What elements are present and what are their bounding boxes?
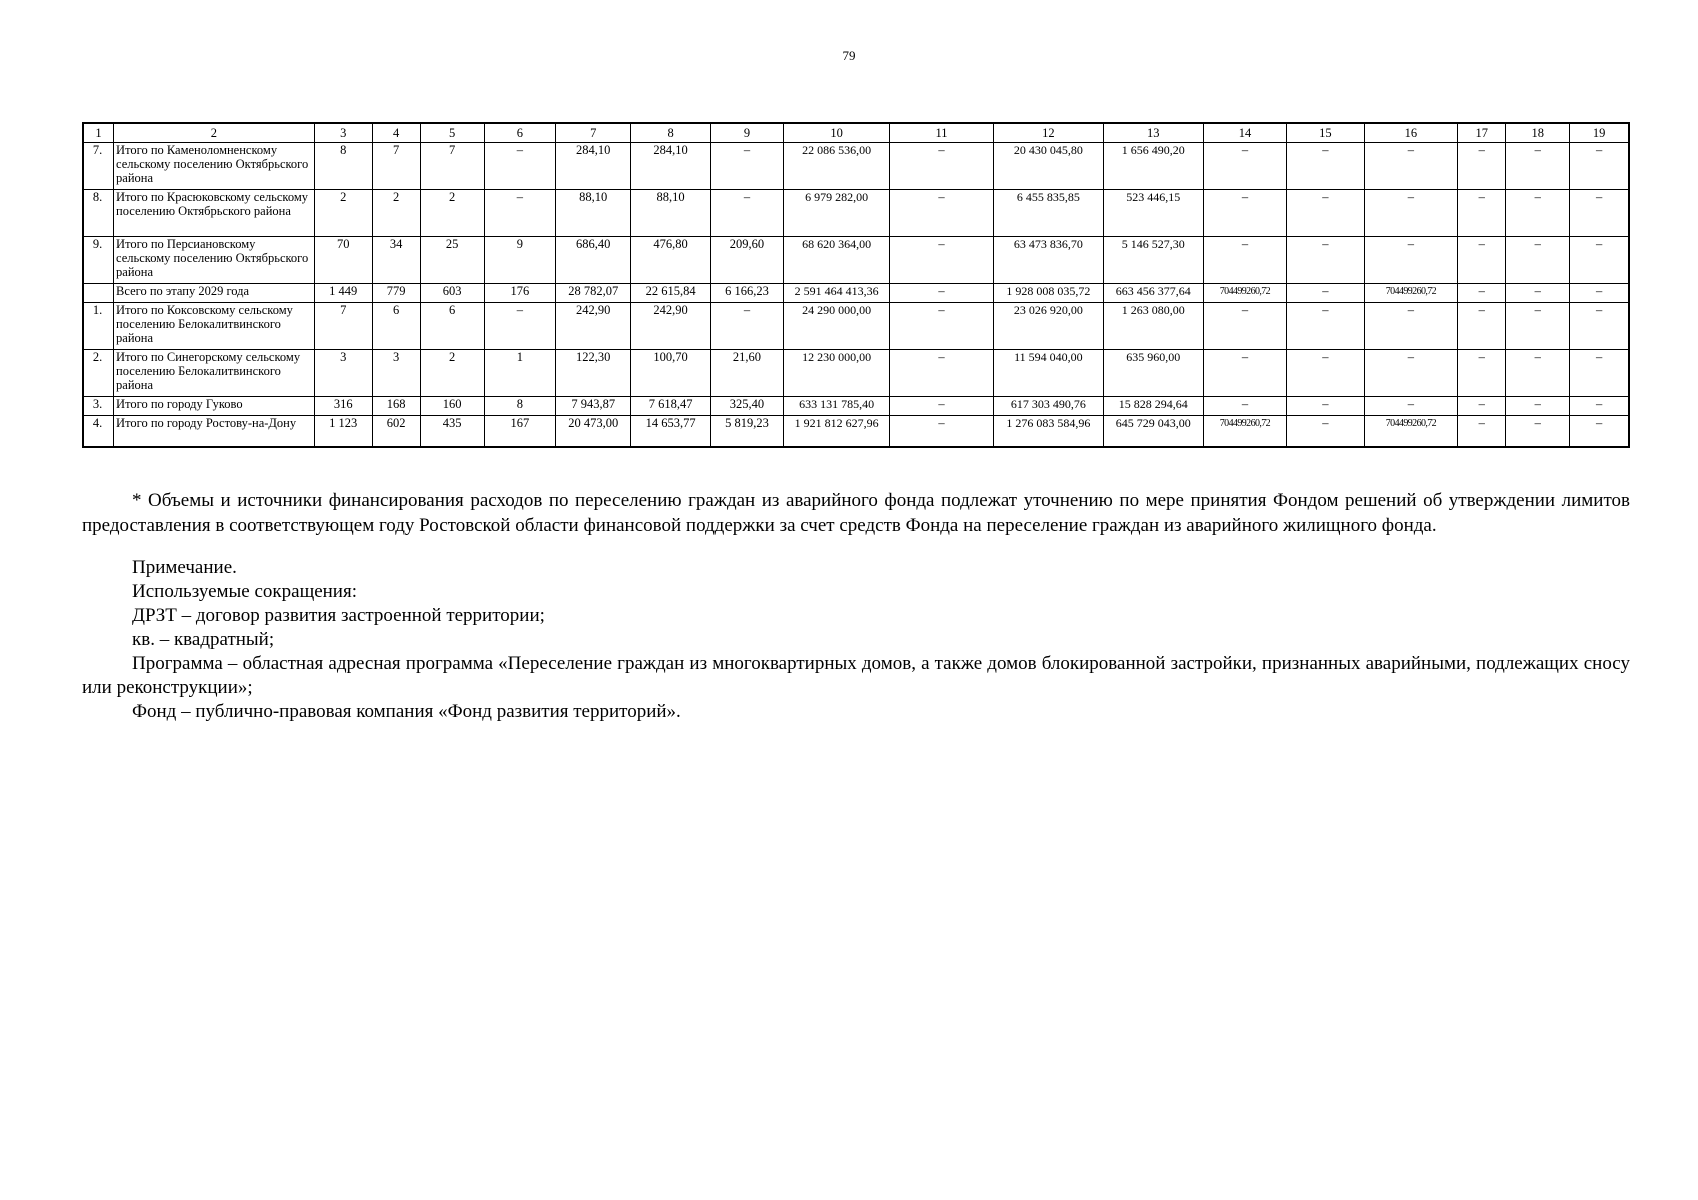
value-cell: 686,40 (556, 237, 631, 284)
value-cell: 2 (314, 190, 372, 237)
value-cell: 24 290 000,00 (784, 303, 890, 350)
column-number: 12 (993, 123, 1103, 143)
value-cell: 100,70 (631, 350, 710, 397)
row-name-cell: Итого по Синегорскому сельскому поселению Белокалитвинского района (114, 350, 315, 397)
value-cell: – (1364, 190, 1458, 237)
value-cell: 663 456 377,64 (1103, 284, 1203, 303)
value-cell: 704499260,72 (1203, 416, 1287, 448)
value-cell: 242,90 (556, 303, 631, 350)
value-cell: 22 086 536,00 (784, 143, 890, 190)
value-cell: – (1287, 397, 1364, 416)
value-cell: – (1506, 284, 1570, 303)
row-name-cell: Всего по этапу 2029 года (114, 284, 315, 303)
row-name-cell: Итого по Каменоломненскому сельскому поселению Октябрьского района (114, 143, 315, 190)
column-number: 10 (784, 123, 890, 143)
value-cell: – (1458, 416, 1506, 448)
table-body (83, 143, 1629, 448)
row-name-cell: Итого по Персиановскому сельскому поселению Октябрьского района (114, 237, 315, 284)
value-cell: – (1203, 190, 1287, 237)
value-cell: – (710, 143, 783, 190)
value-cell: 6 979 282,00 (784, 190, 890, 237)
value-cell: – (484, 143, 555, 190)
value-cell: 20 473,00 (556, 416, 631, 448)
row-number-cell: 9. (83, 237, 114, 284)
value-cell: 6 (372, 303, 420, 350)
value-cell: – (1458, 190, 1506, 237)
value-cell: 435 (420, 416, 484, 448)
value-cell: – (1506, 237, 1570, 284)
value-cell: – (1364, 350, 1458, 397)
value-cell: – (890, 303, 994, 350)
value-cell: 63 473 836,70 (993, 237, 1103, 284)
value-cell: – (1458, 284, 1506, 303)
value-cell: 21,60 (710, 350, 783, 397)
abbreviation-item: ДРЗТ – договор развития застроенной территории; (132, 605, 545, 626)
table-row (83, 416, 1629, 448)
value-cell: – (890, 350, 994, 397)
table-row (83, 143, 1629, 190)
value-cell: 22 615,84 (631, 284, 710, 303)
value-cell: – (710, 190, 783, 237)
value-cell: 602 (372, 416, 420, 448)
value-cell: 1 276 083 584,96 (993, 416, 1103, 448)
value-cell: 1 123 (314, 416, 372, 448)
value-cell: 603 (420, 284, 484, 303)
row-number-cell: 7. (83, 143, 114, 190)
notes-abbrev-title: Используемые сокращения: (132, 581, 357, 602)
value-cell: – (890, 190, 994, 237)
value-cell: – (1570, 190, 1629, 237)
row-number-cell: 2. (83, 350, 114, 397)
value-cell: 1 263 080,00 (1103, 303, 1203, 350)
column-number: 1 (83, 123, 114, 143)
value-cell: 284,10 (631, 143, 710, 190)
value-cell: – (1287, 303, 1364, 350)
column-number: 16 (1364, 123, 1458, 143)
abbreviation-item: кв. – квадратный; (132, 629, 275, 650)
value-cell: 325,40 (710, 397, 783, 416)
column-number: 17 (1458, 123, 1506, 143)
value-cell: 1 656 490,20 (1103, 143, 1203, 190)
value-cell: 1 449 (314, 284, 372, 303)
value-cell: 11 594 040,00 (993, 350, 1103, 397)
value-cell: 8 (314, 143, 372, 190)
value-cell: – (1203, 397, 1287, 416)
footnote: * Объемы и источники финансирования расходов по переселению граждан из аварийного фонда подлежат уточнению по мере принятия Фондом решений об утверждении лимитов предоставления в соответствующем году Ростовской области финансовой поддержки за счет средств Фонда на переселение граждан из аварийного жилищного фонда. (82, 490, 1630, 536)
value-cell: 8 (484, 397, 555, 416)
value-cell: 704499260,72 (1203, 284, 1287, 303)
value-cell: – (890, 416, 994, 448)
value-cell: – (1570, 284, 1629, 303)
value-cell: – (1570, 397, 1629, 416)
column-number: 19 (1570, 123, 1629, 143)
value-cell: 704499260,72 (1364, 284, 1458, 303)
column-number: 6 (484, 123, 555, 143)
financing-table (82, 122, 1630, 448)
value-cell: – (890, 237, 994, 284)
value-cell: – (1287, 416, 1364, 448)
value-cell: – (1287, 284, 1364, 303)
value-cell: 242,90 (631, 303, 710, 350)
table-row (83, 190, 1629, 237)
value-cell: 2 (372, 190, 420, 237)
value-cell: 122,30 (556, 350, 631, 397)
value-cell: 20 430 045,80 (993, 143, 1103, 190)
value-cell: 14 653,77 (631, 416, 710, 448)
value-cell: – (1203, 303, 1287, 350)
value-cell: – (1458, 397, 1506, 416)
value-cell: 633 131 785,40 (784, 397, 890, 416)
value-cell: 284,10 (556, 143, 631, 190)
value-cell: 523 446,15 (1103, 190, 1203, 237)
row-name-cell: Итого по городу Гуково (114, 397, 315, 416)
value-cell: 645 729 043,00 (1103, 416, 1203, 448)
value-cell: – (1458, 350, 1506, 397)
value-cell: 704499260,72 (1364, 416, 1458, 448)
column-number: 15 (1287, 123, 1364, 143)
value-cell: 160 (420, 397, 484, 416)
row-name-cell: Итого по Красюковскому сельскому поселению Октябрьского района (114, 190, 315, 237)
column-number: 8 (631, 123, 710, 143)
column-number: 9 (710, 123, 783, 143)
value-cell: 3 (314, 350, 372, 397)
row-name-cell: Итого по городу Ростову-на-Дону (114, 416, 315, 448)
value-cell: – (1570, 303, 1629, 350)
value-cell: – (1458, 143, 1506, 190)
column-number: 13 (1103, 123, 1203, 143)
row-number-cell: 3. (83, 397, 114, 416)
value-cell: 28 782,07 (556, 284, 631, 303)
row-name-cell: Итого по Коксовскому сельскому поселению Белокалитвинского района (114, 303, 315, 350)
table-row (83, 350, 1629, 397)
value-cell: – (1364, 143, 1458, 190)
value-cell: 779 (372, 284, 420, 303)
table-row (83, 397, 1629, 416)
value-cell: – (1506, 190, 1570, 237)
value-cell: – (1287, 237, 1364, 284)
value-cell: 5 146 527,30 (1103, 237, 1203, 284)
value-cell: – (1203, 143, 1287, 190)
value-cell: 6 (420, 303, 484, 350)
value-cell: 209,60 (710, 237, 783, 284)
column-number: 3 (314, 123, 372, 143)
value-cell: 12 230 000,00 (784, 350, 890, 397)
value-cell: 68 620 364,00 (784, 237, 890, 284)
column-number: 5 (420, 123, 484, 143)
table-header-row (83, 123, 1629, 143)
notes-title: Примечание. (132, 557, 237, 578)
value-cell: – (1364, 237, 1458, 284)
value-cell: – (1570, 350, 1629, 397)
value-cell: 3 (372, 350, 420, 397)
value-cell: – (1506, 350, 1570, 397)
value-cell: – (1287, 190, 1364, 237)
abbreviation-item: Программа – областная адресная программа «Переселение граждан из многоквартирных домов, а также домов блокированной застройки, признанных аварийными, подлежащих сносу или реконструкции»; (82, 653, 1630, 698)
value-cell: – (890, 397, 994, 416)
value-cell: – (1506, 397, 1570, 416)
value-cell: 476,80 (631, 237, 710, 284)
value-cell: – (1287, 350, 1364, 397)
value-cell: – (1506, 416, 1570, 448)
value-cell: 88,10 (631, 190, 710, 237)
value-cell: – (1506, 303, 1570, 350)
value-cell: – (1287, 143, 1364, 190)
value-cell: – (1570, 416, 1629, 448)
value-cell: 1 921 812 627,96 (784, 416, 890, 448)
value-cell: 7 (372, 143, 420, 190)
value-cell: 635 960,00 (1103, 350, 1203, 397)
table-row (83, 237, 1629, 284)
column-number: 2 (114, 123, 315, 143)
value-cell: – (484, 190, 555, 237)
value-cell: – (484, 303, 555, 350)
column-number: 4 (372, 123, 420, 143)
value-cell: 1 (484, 350, 555, 397)
notes-section (82, 556, 1630, 724)
row-number-cell: 1. (83, 303, 114, 350)
value-cell: 5 819,23 (710, 416, 783, 448)
value-cell: – (890, 143, 994, 190)
value-cell: – (1364, 303, 1458, 350)
value-cell: 7 618,47 (631, 397, 710, 416)
value-cell: 7 (314, 303, 372, 350)
value-cell: – (1364, 397, 1458, 416)
value-cell: – (1570, 237, 1629, 284)
value-cell: 176 (484, 284, 555, 303)
column-number: 18 (1506, 123, 1570, 143)
value-cell: 168 (372, 397, 420, 416)
value-cell: 7 943,87 (556, 397, 631, 416)
value-cell: – (1458, 237, 1506, 284)
value-cell: 23 026 920,00 (993, 303, 1103, 350)
value-cell: 7 (420, 143, 484, 190)
value-cell: – (1203, 237, 1287, 284)
value-cell: 167 (484, 416, 555, 448)
value-cell: 2 591 464 413,36 (784, 284, 890, 303)
value-cell: 88,10 (556, 190, 631, 237)
value-cell: 34 (372, 237, 420, 284)
abbreviation-item: Фонд – публично-правовая компания «Фонд развития территорий». (132, 701, 681, 722)
value-cell: 2 (420, 350, 484, 397)
value-cell: 617 303 490,76 (993, 397, 1103, 416)
value-cell: – (1458, 303, 1506, 350)
column-number: 11 (890, 123, 994, 143)
table-row (83, 303, 1629, 350)
value-cell: 9 (484, 237, 555, 284)
row-number-cell: 4. (83, 416, 114, 448)
value-cell: 6 166,23 (710, 284, 783, 303)
value-cell: – (890, 284, 994, 303)
value-cell: 316 (314, 397, 372, 416)
row-number-cell: 8. (83, 190, 114, 237)
value-cell: – (1570, 143, 1629, 190)
value-cell: 15 828 294,64 (1103, 397, 1203, 416)
page-number: 79 (842, 48, 856, 63)
column-number: 7 (556, 123, 631, 143)
value-cell: 1 928 008 035,72 (993, 284, 1103, 303)
value-cell: 25 (420, 237, 484, 284)
table-row (83, 284, 1629, 303)
value-cell: 2 (420, 190, 484, 237)
value-cell: 70 (314, 237, 372, 284)
value-cell: – (1506, 143, 1570, 190)
value-cell: 6 455 835,85 (993, 190, 1103, 237)
column-number: 14 (1203, 123, 1287, 143)
value-cell: – (1203, 350, 1287, 397)
row-number-cell (83, 284, 114, 303)
value-cell: – (710, 303, 783, 350)
